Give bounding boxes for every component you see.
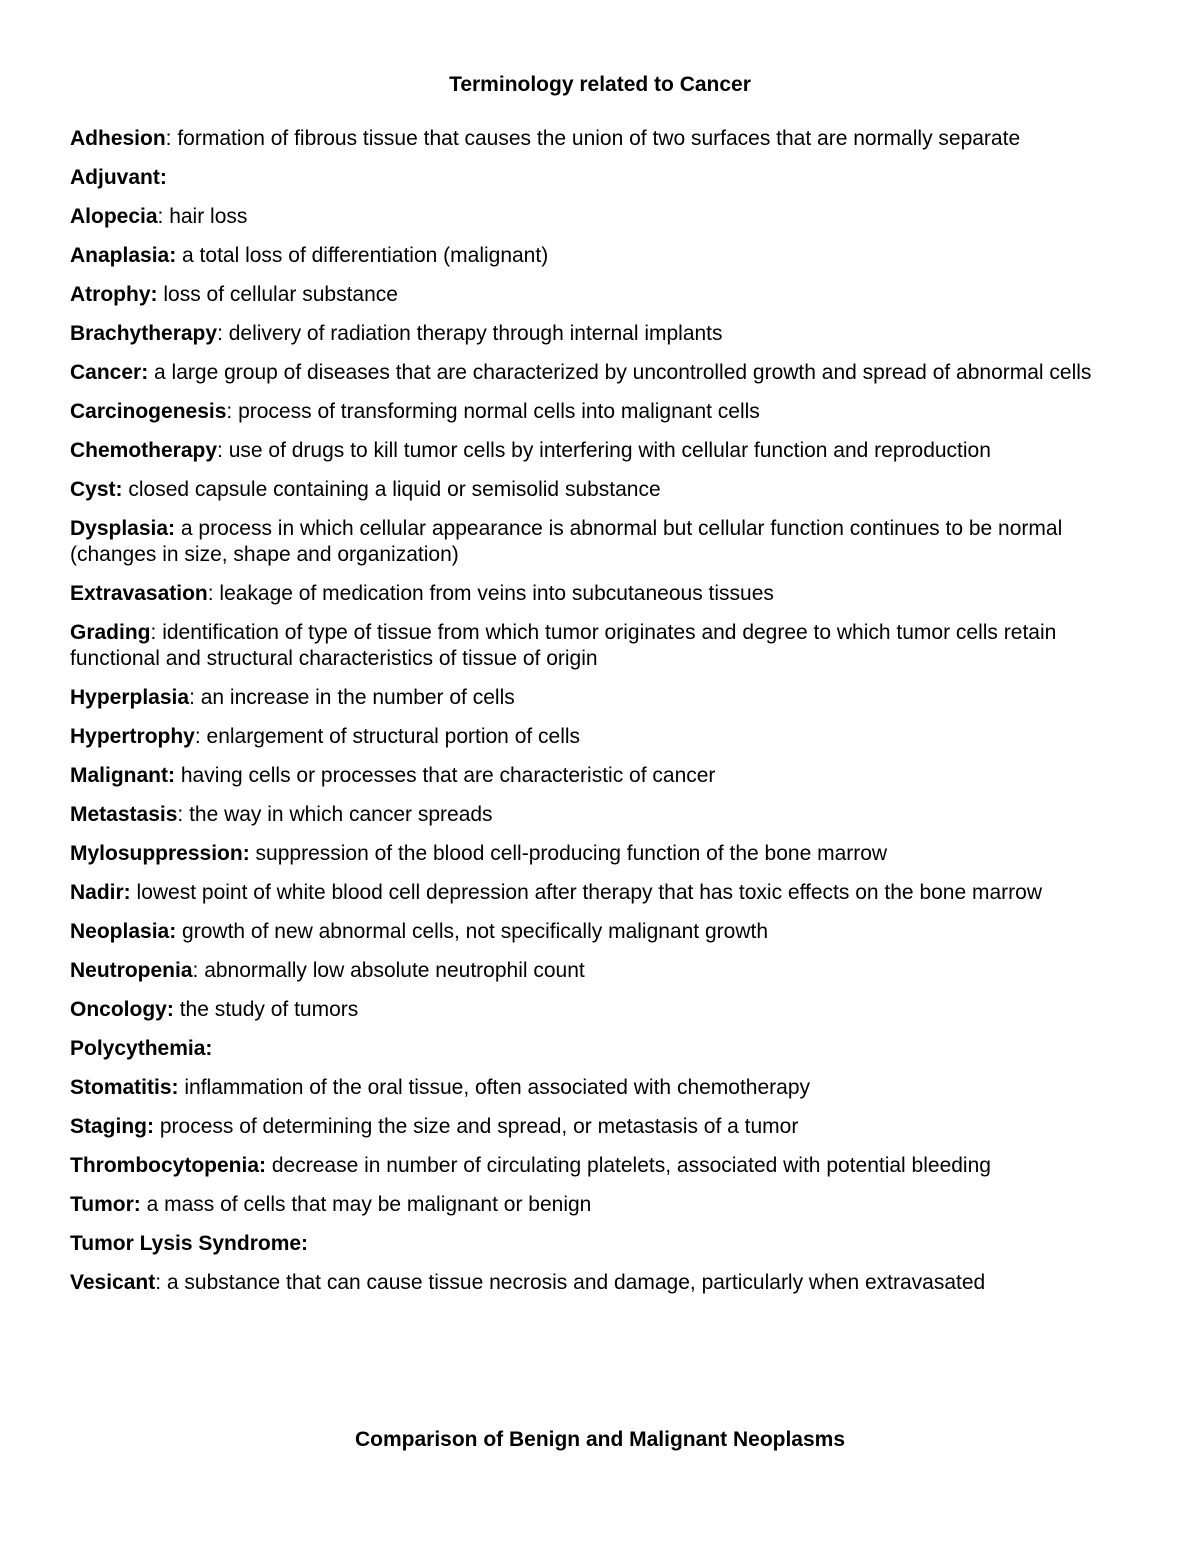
glossary-term: Carcinogenesis	[70, 400, 227, 423]
glossary-entry	[70, 581, 1120, 607]
glossary-term: Atrophy:	[70, 283, 158, 306]
glossary-list	[70, 126, 1120, 1309]
glossary-entry	[70, 516, 1120, 568]
glossary-entry	[70, 399, 1120, 425]
glossary-entry	[70, 321, 1120, 347]
glossary-entry	[70, 477, 1120, 503]
glossary-definition: the way in which cancer spreads	[189, 803, 493, 826]
glossary-separator: :	[207, 582, 220, 605]
glossary-entry	[70, 1075, 1120, 1101]
glossary-definition: suppression of the blood cell-producing function of the bone marrow	[255, 842, 888, 865]
glossary-definition: a process in which cellular appearance is abnormal but cellular function continues to be normal (changes in size, shape and organization)	[70, 517, 1063, 566]
glossary-term: Grading	[70, 621, 151, 644]
glossary-definition: identification of type of tissue from which tumor originates and degree to which tumor cells retain functional and structural characteristics of tissue of origin	[70, 621, 1057, 670]
glossary-term: Extravasation	[70, 582, 208, 605]
glossary-entry	[70, 438, 1120, 464]
glossary-term: Thrombocytopenia:	[70, 1154, 267, 1177]
glossary-entry	[70, 360, 1120, 386]
glossary-definition: delivery of radiation therapy through internal implants	[228, 322, 723, 345]
glossary-entry	[70, 1231, 1120, 1257]
glossary-term: Anaplasia:	[70, 244, 177, 267]
glossary-separator: :	[155, 1271, 167, 1294]
glossary-term: Cyst:	[70, 478, 123, 501]
glossary-definition: process of determining the size and spread, or metastasis of a tumor	[159, 1115, 799, 1138]
glossary-term: Cancer:	[70, 361, 149, 384]
glossary-definition: the study of tumors	[179, 998, 359, 1021]
glossary-entry	[70, 997, 1120, 1023]
glossary-term: Hypertrophy	[70, 725, 195, 748]
glossary-term: Alopecia	[70, 205, 158, 228]
glossary-separator: :	[150, 621, 163, 644]
glossary-term: Metastasis	[70, 803, 178, 826]
glossary-definition: hair loss	[169, 205, 248, 228]
glossary-definition: a substance that can cause tissue necrosis and damage, particularly when extravasated	[166, 1271, 986, 1294]
glossary-term: Malignant:	[70, 764, 175, 787]
glossary-term: Staging:	[70, 1115, 154, 1138]
glossary-entry	[70, 763, 1120, 789]
glossary-separator: :	[217, 439, 229, 462]
glossary-definition: a total loss of differentiation (malignant)	[182, 244, 549, 267]
glossary-entry	[70, 880, 1120, 906]
glossary-term: Hyperplasia	[70, 686, 190, 709]
glossary-definition: formation of fibrous tissue that causes the union of two surfaces that are normally separate	[177, 127, 1021, 150]
glossary-entry	[70, 1270, 1120, 1296]
glossary-term: Stomatitis:	[70, 1076, 179, 1099]
glossary-definition: having cells or processes that are characteristic of cancer	[180, 764, 716, 787]
glossary-definition: leakage of medication from veins into subcutaneous tissues	[219, 582, 774, 605]
glossary-definition: loss of cellular substance	[163, 283, 398, 306]
glossary-term: Brachytherapy	[70, 322, 218, 345]
glossary-entry	[70, 802, 1120, 828]
glossary-definition: abnormally low absolute neutrophil count	[204, 959, 585, 982]
glossary-term: Vesicant	[70, 1271, 156, 1294]
glossary-definition: closed capsule containing a liquid or semisolid substance	[128, 478, 661, 501]
glossary-entry	[70, 1114, 1120, 1140]
glossary-term: Neutropenia	[70, 959, 193, 982]
glossary-entry	[70, 919, 1120, 945]
glossary-entry	[70, 282, 1120, 308]
glossary-term: Tumor Lysis Syndrome:	[70, 1232, 309, 1255]
glossary-entry	[70, 243, 1120, 269]
glossary-definition: enlargement of structural portion of cells	[206, 725, 581, 748]
glossary-term: Chemotherapy	[70, 439, 218, 462]
glossary-entry	[70, 165, 1120, 191]
glossary-separator: :	[189, 686, 201, 709]
glossary-separator: :	[217, 322, 229, 345]
glossary-separator: :	[157, 205, 170, 228]
glossary-definition: an increase in the number of cells	[200, 686, 515, 709]
glossary-definition: a large group of diseases that are characterized by uncontrolled growth and spread of abnormal cells	[154, 361, 1092, 384]
glossary-definition: a mass of cells that may be malignant or benign	[146, 1193, 592, 1216]
glossary-separator: :	[165, 127, 178, 150]
glossary-entry	[70, 1192, 1120, 1218]
glossary-term: Oncology:	[70, 998, 174, 1021]
glossary-definition: process of transforming normal cells into malignant cells	[238, 400, 760, 423]
glossary-term: Neoplasia:	[70, 920, 177, 943]
glossary-term: Mylosuppression:	[70, 842, 250, 865]
glossary-entry	[70, 126, 1120, 152]
glossary-entry	[70, 204, 1120, 230]
glossary-definition: decrease in number of circulating platelets, associated with potential bleeding	[271, 1154, 991, 1177]
glossary-separator: :	[194, 725, 207, 748]
glossary-entry	[70, 1153, 1120, 1179]
glossary-definition: use of drugs to kill tumor cells by interfering with cellular function and reproduction	[228, 439, 991, 462]
glossary-entry	[70, 724, 1120, 750]
glossary-term: Tumor:	[70, 1193, 141, 1216]
glossary-entry	[70, 1036, 1120, 1062]
glossary-entry	[70, 620, 1120, 672]
glossary-term: Adjuvant:	[70, 166, 167, 189]
glossary-term: Adhesion	[70, 127, 166, 150]
glossary-definition: inflammation of the oral tissue, often associated with chemotherapy	[184, 1076, 811, 1099]
page-title: Terminology related to Cancer	[449, 73, 751, 96]
glossary-entry	[70, 958, 1120, 984]
glossary-definition: lowest point of white blood cell depression after therapy that has toxic effects on the bone marrow	[136, 881, 1042, 904]
glossary-term: Nadir:	[70, 881, 131, 904]
glossary-entry	[70, 685, 1120, 711]
glossary-term: Dysplasia:	[70, 517, 176, 540]
glossary-separator: :	[177, 803, 190, 826]
glossary-term: Polycythemia:	[70, 1037, 213, 1060]
glossary-separator: :	[192, 959, 205, 982]
section-title: Comparison of Benign and Malignant Neoplasms	[354, 1428, 846, 1451]
glossary-entry	[70, 841, 1120, 867]
glossary-separator: :	[226, 400, 239, 423]
glossary-definition: growth of new abnormal cells, not specifically malignant growth	[182, 920, 768, 943]
